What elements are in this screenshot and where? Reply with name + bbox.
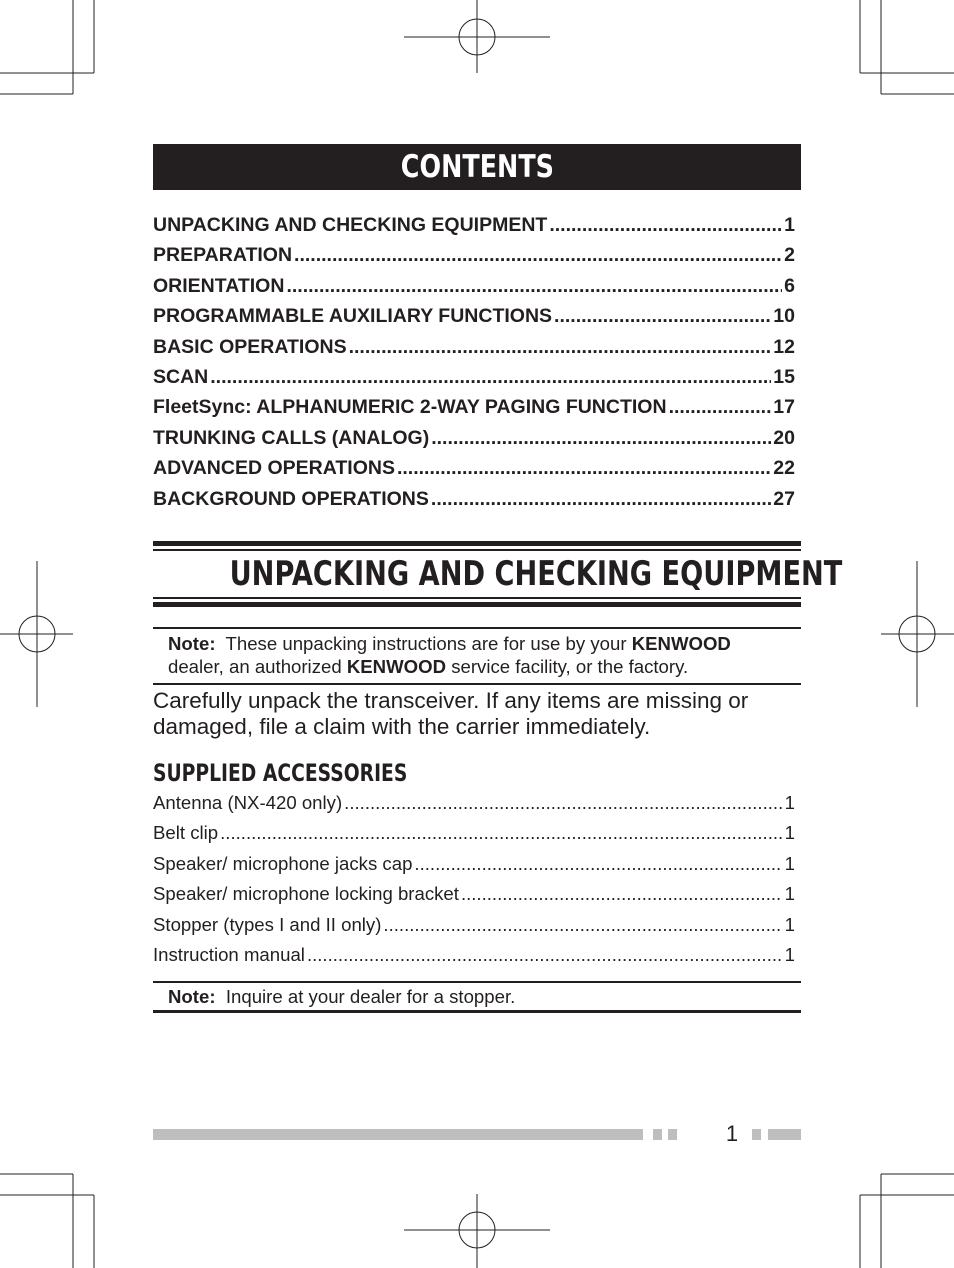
toc-entry-page: 17 xyxy=(773,396,795,419)
list-item xyxy=(153,944,795,974)
toc-entry[interactable] xyxy=(153,305,795,335)
dot-leader xyxy=(431,427,771,450)
dot-leader xyxy=(294,244,782,267)
dot-leader xyxy=(349,336,772,359)
toc-entry[interactable] xyxy=(153,214,795,244)
toc-entry[interactable] xyxy=(153,366,795,396)
unpacking-note xyxy=(153,627,801,685)
toc-entry-title: PROGRAMMABLE AUXILIARY FUNCTIONS xyxy=(153,305,553,328)
accessory-name: Antenna (NX-420 only) xyxy=(153,792,343,813)
toc-entry[interactable] xyxy=(153,244,795,274)
dot-leader xyxy=(554,305,771,328)
contents-heading: CONTENTS xyxy=(153,144,801,190)
accessory-qty: 1 xyxy=(784,852,795,874)
toc-entry-page: 12 xyxy=(773,335,795,358)
dot-leader xyxy=(414,853,782,875)
toc-entry-page: 20 xyxy=(773,426,795,449)
toc-entry-title: TRUNKING CALLS (ANALOG) xyxy=(153,426,430,449)
note-text: dealer, an authorized xyxy=(168,656,342,677)
dot-leader xyxy=(344,792,783,814)
toc-entry-page: 27 xyxy=(773,487,795,510)
note-text: These unpacking instructions are for use by your xyxy=(225,633,627,654)
list-item xyxy=(153,914,795,944)
toc-entry-page: 2 xyxy=(784,244,795,267)
dot-leader xyxy=(307,944,783,966)
page-number: 1 xyxy=(725,1121,739,1146)
toc-entry[interactable] xyxy=(153,396,795,426)
dot-leader xyxy=(549,214,782,237)
toc-entry-page: 1 xyxy=(784,214,795,236)
list-item xyxy=(153,853,795,883)
accessory-name: Speaker/ microphone jacks cap xyxy=(153,852,413,874)
accessory-qty: 1 xyxy=(784,792,795,813)
brand-name: KENWOOD xyxy=(346,656,447,677)
dot-leader xyxy=(669,396,772,419)
supplied-accessories-heading: SUPPLIED ACCESSORIES xyxy=(153,759,408,787)
accessory-name: Instruction manual xyxy=(153,943,305,965)
toc-entry-page: 15 xyxy=(773,365,795,388)
dot-leader xyxy=(220,822,783,844)
footer-bar-square xyxy=(752,1129,761,1140)
note-label: Note: xyxy=(168,986,216,1007)
toc-entry-title: FleetSync: ALPHANUMERIC 2-WAY PAGING FUNCTION xyxy=(153,396,667,419)
dot-leader xyxy=(286,275,782,298)
section-rule-bottom-thick xyxy=(153,602,801,607)
section-title-block xyxy=(153,541,843,607)
toc-entry-title: BASIC OPERATIONS xyxy=(153,335,347,358)
dot-leader xyxy=(431,488,771,511)
stopper-note xyxy=(153,981,801,1013)
note-text: service facility, or the factory. xyxy=(451,656,689,677)
toc-entry[interactable] xyxy=(153,488,795,518)
toc-entry-title: BACKGROUND OPERATIONS xyxy=(153,487,429,510)
accessory-qty: 1 xyxy=(784,913,795,935)
accessory-qty: 1 xyxy=(784,883,795,905)
list-item xyxy=(153,792,795,822)
dot-leader xyxy=(461,883,783,905)
accessory-qty: 1 xyxy=(784,822,795,844)
list-item xyxy=(153,883,795,913)
toc-entry-title: SCAN xyxy=(153,365,209,388)
toc-entry[interactable] xyxy=(153,336,795,366)
footer-bar-short xyxy=(768,1129,801,1140)
dot-leader xyxy=(210,366,771,389)
toc-entry-title: UNPACKING AND CHECKING EQUIPMENT xyxy=(153,214,548,236)
toc-entry-title: ORIENTATION xyxy=(153,274,285,297)
toc-entry-page: 6 xyxy=(784,274,795,297)
list-item xyxy=(153,822,795,852)
toc-entry[interactable] xyxy=(153,427,795,457)
brand-name: KENWOOD xyxy=(631,633,731,654)
table-of-contents xyxy=(153,214,795,518)
dot-leader xyxy=(383,914,782,936)
note-label: Note: xyxy=(168,633,216,654)
accessories-list xyxy=(153,792,795,974)
toc-entry-page: 10 xyxy=(773,305,795,328)
section-title: UNPACKING AND CHECKING EQUIPMENT xyxy=(229,554,843,594)
footer-bar-square xyxy=(653,1129,662,1140)
toc-entry-title: ADVANCED OPERATIONS xyxy=(153,457,395,480)
accessory-qty: 1 xyxy=(784,943,795,965)
accessory-name: Belt clip xyxy=(153,822,219,844)
toc-entry[interactable] xyxy=(153,457,795,487)
toc-entry[interactable] xyxy=(153,275,795,305)
unpacking-paragraph: Carefully unpack the transceiver. If any items are missing or damaged, file a claim with the carrier immediately. xyxy=(153,688,749,739)
toc-entry-page: 22 xyxy=(773,457,795,480)
footer-bar-long xyxy=(153,1129,643,1140)
dot-leader xyxy=(397,457,771,480)
footer-bar-square xyxy=(668,1129,677,1140)
toc-entry-title: PREPARATION xyxy=(153,244,293,267)
note-text: Inquire at your dealer for a stopper. xyxy=(225,986,516,1007)
accessory-name: Stopper (types I and II only) xyxy=(153,913,382,935)
accessory-name: Speaker/ microphone locking bracket xyxy=(153,883,459,905)
